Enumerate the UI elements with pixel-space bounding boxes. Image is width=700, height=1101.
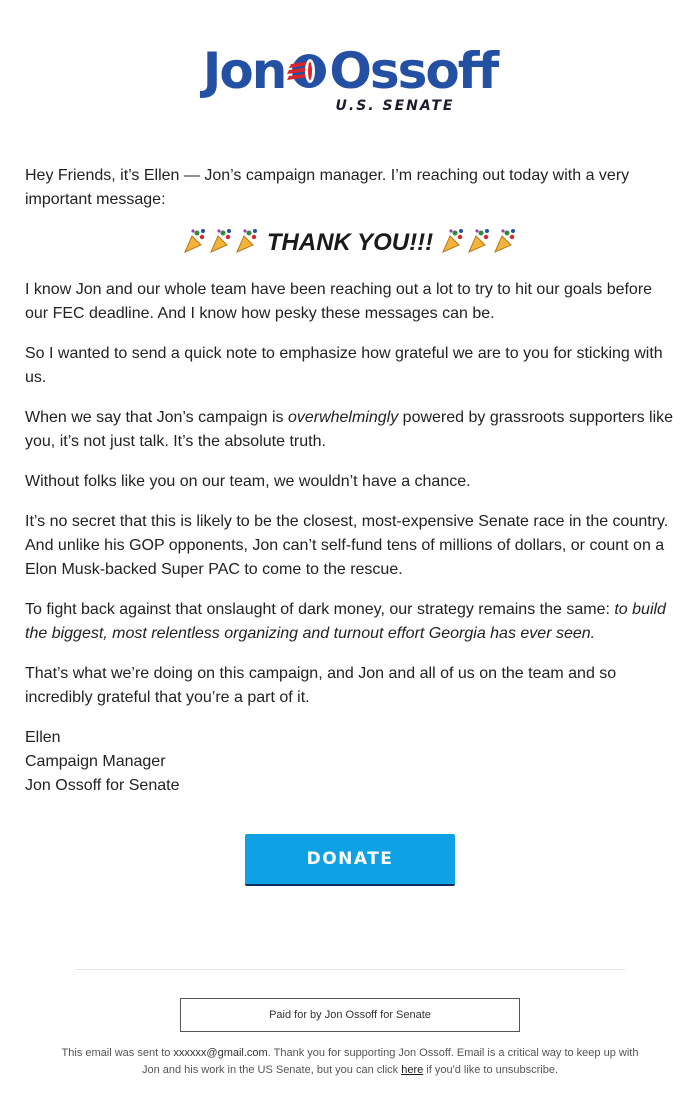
- p3-emphasis: overwhelmingly: [287, 409, 399, 426]
- p3-text-a: When we say that Jon’s campaign is: [25, 409, 288, 426]
- party-popper-icon: [493, 228, 517, 254]
- footer-text-b: . Thank you for supporting Jon Ossoff. Email is a critical way to keep up with Jon and his work in the US Senate, but you can click: [141, 1047, 639, 1076]
- signature-title: Campaign Manager: [25, 753, 166, 770]
- logo-last-name: Ossoff: [329, 42, 498, 100]
- campaign-logo: [0, 44, 700, 114]
- body-paragraph-1: I know Jon and our whole team have been reaching out a lot to try to hit our goals before our FEC deadline. And I know how pesky these messages can be.: [25, 281, 653, 322]
- intro-paragraph: Hey Friends, it’s Ellen — Jon’s campaign manager. I’m reaching out today with a very important message:: [25, 167, 630, 208]
- email-body: [25, 164, 675, 798]
- body-paragraph-6: [25, 598, 675, 646]
- logo-flag-icon: [287, 51, 327, 91]
- body-paragraph-5: It’s no secret that this is likely to be the closest, most-expensive Senate race in the country. And unlike his GOP opponents, Jon can’t self-fund tens of millions of dollars, or count on a Elon Musk-backed Super PAC to come to the rescue.: [25, 513, 669, 578]
- p6-text-a: To fight back against that onslaught of dark money, our strategy remains the same:: [25, 601, 615, 618]
- footer-text-a: This email was sent to: [61, 1047, 174, 1059]
- donate-button[interactable]: DONATE: [245, 834, 455, 886]
- recipient-email: xxxxxx@gmail.com: [173, 1047, 268, 1059]
- body-paragraph-2: So I wanted to send a quick note to emphasize how grateful we are to you for sticking with us.: [25, 345, 663, 386]
- signature-org: Jon Ossoff for Senate: [25, 777, 180, 794]
- p6-emphasis: to build the biggest, most relentless organizing and turnout effort Georgia has ever seen.: [25, 601, 666, 642]
- party-popper-icon: [235, 228, 259, 254]
- logo-first-name: Jon: [202, 42, 286, 100]
- logo-subtitle: U.S. SENATE: [335, 98, 455, 114]
- party-popper-icon: [441, 228, 465, 254]
- footer-text-c: if you'd like to unsubscribe.: [423, 1064, 559, 1076]
- unsubscribe-link[interactable]: here: [401, 1064, 424, 1076]
- logo-wordmark: [203, 44, 497, 98]
- party-popper-icon: [183, 228, 207, 254]
- donate-section: [0, 834, 700, 886]
- signature-block: [25, 726, 675, 798]
- footer-divider: [75, 969, 625, 970]
- footer-text: [60, 1045, 640, 1079]
- body-paragraph-3: [25, 406, 675, 454]
- p3-text-b: powered by grassroots supporters like you, it’s not just talk. It’s the absolute truth.: [25, 409, 674, 450]
- thank-you-headline: [25, 228, 675, 258]
- body-paragraph-7: That’s what we’re doing on this campaign, and Jon and all of us on the team and so incredibly grateful that you’re a part of it.: [25, 665, 617, 706]
- party-popper-icon: [467, 228, 491, 254]
- party-popper-icon: [209, 228, 233, 254]
- body-paragraph-4: Without folks like you on our team, we wouldn’t have a chance.: [25, 473, 471, 490]
- headline-text: THANK YOU!!!: [266, 229, 434, 256]
- signature-name: Ellen: [25, 729, 61, 746]
- paid-for-disclaimer: Paid for by Jon Ossoff for Senate: [180, 998, 520, 1032]
